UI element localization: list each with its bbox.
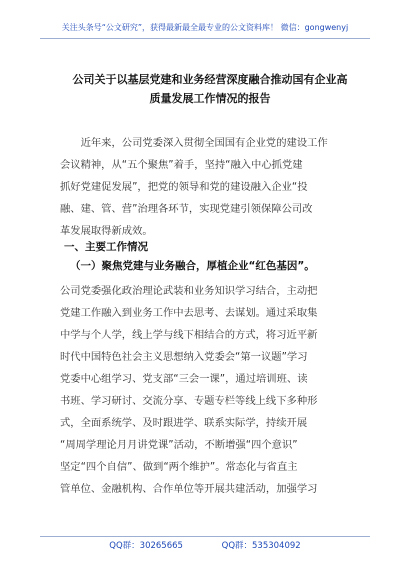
body-line: 时代中国特色社会主义思想纳入党委会“第一议题”学习: [60, 351, 308, 363]
body-line: 党委中心组学习、党支部“三会一课”，通过培训班、读: [60, 373, 308, 385]
body-line: 党建工作融入到业务工作中去思考、去谋划。通过采取集: [60, 307, 318, 319]
footer-bar: [40, 536, 370, 551]
intro-paragraph: [60, 132, 360, 242]
body-line: 式，全面系统学、及时跟进学、联系实际学，持续开展: [60, 417, 308, 429]
intro-line: 抓好党建促发展”，把党的领导和党的建设融入企业“投: [60, 181, 308, 193]
body-line: 管单位、金融机构、合作单位等开展共建活动，加强学习: [60, 483, 318, 495]
body-line: “周周学理论月月讲党课”活动，不断增强“四个意识”: [60, 439, 298, 451]
body-line: 中学与个人学，线上学与线下相结合的方式，将习近平新: [60, 329, 318, 341]
document-title-line-1: 公司关于以基层党建和业务经营深度融合推动国有企业高: [72, 73, 348, 86]
intro-line: 会议精神，从“五个聚焦”着手，坚持“融入中心抓党建: [60, 159, 303, 171]
body-paragraph: [60, 280, 360, 500]
body-line: 书班、学习研讨、交流分享、专题专栏等线上线下多种形: [60, 395, 318, 407]
section-heading: 一、主要工作情况: [64, 241, 148, 253]
intro-line: 融、建、管、营”治理各环节，实现党建引领保障公司改: [60, 203, 313, 215]
body-line: 公司党委强化政治理论武装和业务知识学习结合，主动把: [60, 285, 318, 297]
intro-line: 近年来，公司党委深入贯彻全国国有企业党的建设工作: [60, 137, 328, 149]
body-line: 坚定“四个自信”、做到“两个维护”。常态化与省直主: [60, 461, 298, 473]
subsection-heading: （一）聚焦党建与业务融合，厚植企业“红色基因”。: [70, 260, 315, 272]
header-banner: 关注头条号“公文研究”，获得最新最全最专业的公文资料库！ 微信：gongwenyj: [40, 20, 370, 39]
footer-qq-group-1: QQ群：30265665: [109, 541, 183, 551]
footer-qq-group-2: QQ群：535304092: [221, 541, 301, 551]
intro-line: 革发展取得新成效。: [60, 225, 153, 237]
document-title-line-2: 质量发展工作情况的报告: [149, 92, 271, 105]
